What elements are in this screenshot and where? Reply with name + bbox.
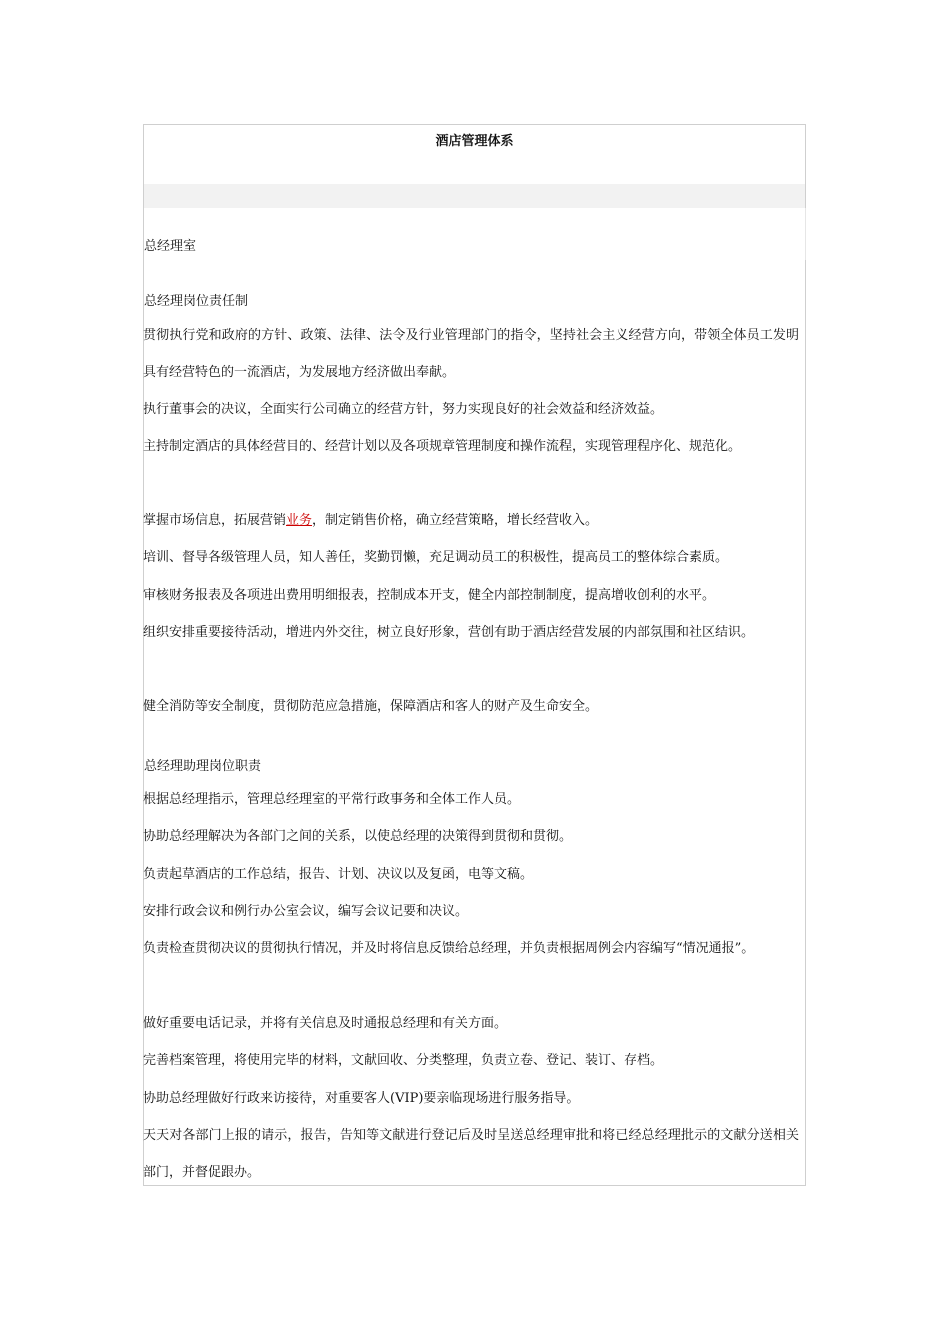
gm-duty-2: 执行董事会的决议，全面实行公司确立的经营方针，努力实现良好的社会效益和经济效益。 (143, 402, 664, 417)
gm-duty-1: 贯彻执行党和政府的方针、政策、法律、法令及行业管理部门的指令，坚持社会主义经营方向，带领全体员工发明具有经营特色的一流酒店，为发展地方经济做出奉献。 (143, 328, 799, 380)
assistant-duty-1: 根据总经理指示，管理总经理室的平常行政事务和全体工作人员。 (143, 792, 521, 807)
assistant-duty-6: 做好重要电话记录，并将有关信息及时通报总经理和有关方面。 (143, 1016, 508, 1031)
assistant-duty-4: 安排行政会议和例行办公室会议，编写会议记要和决议。 (143, 904, 469, 919)
gm-heading: 总经理岗位责任制 (144, 294, 249, 309)
business-link[interactable]: 业务 (286, 513, 313, 528)
document-title: 酒店管理体系 (435, 134, 514, 149)
header-band (144, 184, 805, 208)
assistant-duty-3: 负责起草酒店的工作总结，报告、计划、决议以及复函，电等文稿。 (143, 867, 534, 882)
assistant-duty-2: 协助总经理解决为各部门之间的关系，以使总经理的决策得到贯彻和贯彻。 (143, 829, 573, 844)
assistant-duty-9: 天天对各部门上报的请示，报告，告知等文献进行登记后及时呈送总经理审批和将已经总经理批示的文献分送相关部门，并督促跟办。 (143, 1128, 799, 1180)
band-divider (805, 208, 806, 260)
gm-duty-8: 健全消防等安全制度，贯彻防范应急措施，保障酒店和客人的财产及生命安全。 (143, 699, 599, 714)
gm-duty-6: 审核财务报表及各项进出费用明细报表，控制成本开支，健全内部控制制度，提高增收创利的水平。 (143, 588, 716, 603)
assistant-heading: 总经理助理岗位职责 (144, 759, 262, 774)
gm-duty-3: 主持制定酒店的具体经营目的、经营计划以及各项规章管理制度和操作流程，实现管理程序化、规范化。 (143, 439, 742, 454)
section-heading: 总经理室 (144, 239, 197, 254)
assistant-duty-7: 完善档案管理，将使用完毕的材料，文献回收、分类整理，负责立卷、登记、装订、存档。 (143, 1053, 664, 1068)
gm-duty-7: 组织安排重要接待活动，增进内外交往，树立良好形象，营创有助于酒店经营发展的内部氛围和社区结识。 (143, 625, 755, 640)
assistant-duty-5: 负责检查贯彻决议的贯彻执行情况，并及时将信息反馈给总经理，并负责根据周例会内容编写“情况通报”。 (143, 941, 755, 956)
assistant-duty-8: 协助总经理做好行政来访接待，对重要客人(VIP)要亲临现场进行服务指导。 (143, 1091, 580, 1106)
gm-duty-4 (143, 502, 799, 539)
gm-duty-4-text-a: 掌握市场信息，拓展营销 (143, 513, 287, 528)
gm-duty-5: 培训、督导各级管理人员，知人善任，奖勤罚懒，充足调动员工的积极性，提高员工的整体综合素质。 (143, 550, 729, 565)
gm-duty-4-text-b: ，制定销售价格，确立经营策略，增长经营收入。 (312, 513, 599, 528)
